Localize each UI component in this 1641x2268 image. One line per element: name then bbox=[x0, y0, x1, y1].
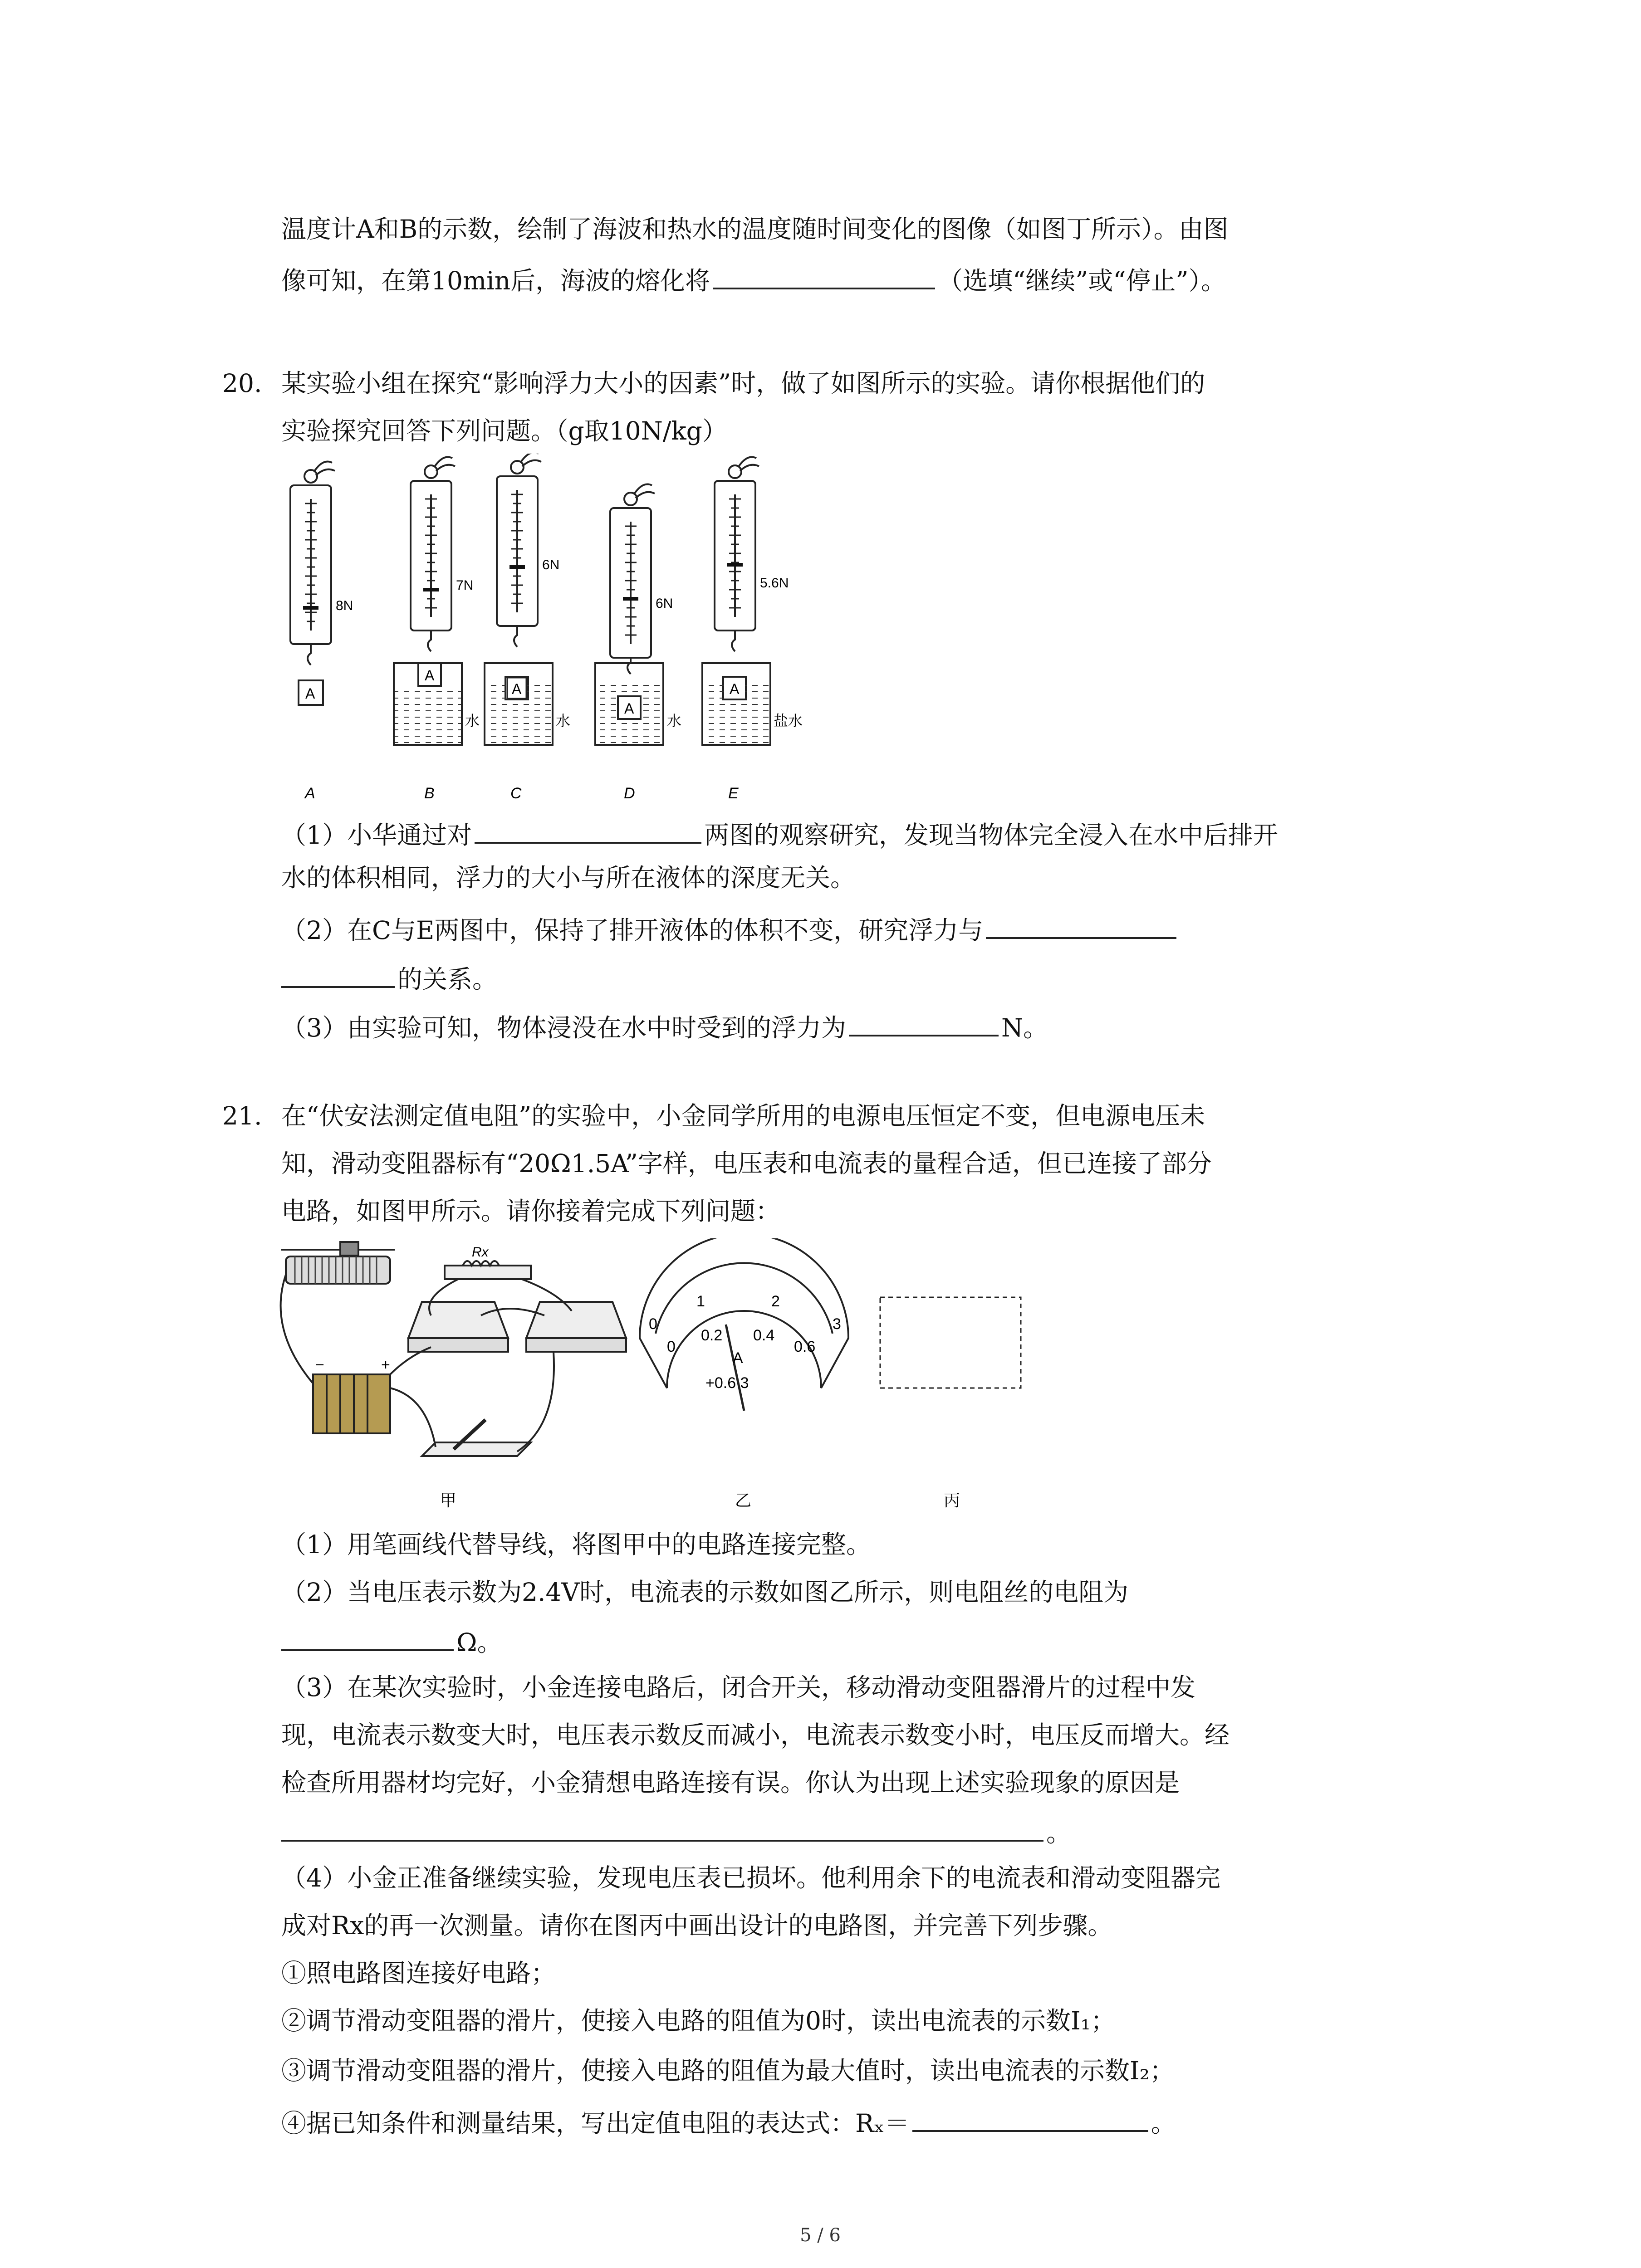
q21-part2: （2）当电压表示数为2.4V时，电流表的示数如图乙所示，则电阻丝的电阻为 bbox=[281, 1578, 1129, 1607]
caption-b: B bbox=[424, 785, 435, 802]
meter-bottom-3: 0.6 bbox=[794, 1338, 816, 1355]
q20-p2-blank-cont[interactable] bbox=[281, 961, 395, 988]
meter-bottom-1: 0.2 bbox=[701, 1327, 723, 1344]
q19-answer-blank[interactable] bbox=[713, 262, 935, 289]
q20-p2-pre: （2）在C与E两图中，保持了排开液体的体积不变，研究浮力与 bbox=[281, 916, 984, 945]
q20-stem-line2: 实验探究回答下列问题。（g取10N/kg） bbox=[281, 416, 727, 445]
block-label-b: A bbox=[425, 667, 435, 684]
reading-b: 7N bbox=[456, 578, 474, 593]
caption-yi: 乙 bbox=[735, 1491, 752, 1510]
q19-line1: 温度计A和B的示数，绘制了海波和热水的温度随时间变化的图像（如图丁所示）。由图 bbox=[281, 215, 1229, 244]
battery-minus: − bbox=[315, 1356, 324, 1374]
q19-line2 bbox=[281, 262, 1226, 297]
q21-step4-blank[interactable] bbox=[912, 2105, 1148, 2132]
q20-p2-line2 bbox=[281, 961, 497, 995]
block-label-c: A bbox=[512, 681, 522, 697]
q20-spring-scale-figure bbox=[272, 454, 862, 807]
caption-d: D bbox=[624, 785, 635, 802]
liquid-label-d: 水 bbox=[667, 713, 682, 729]
caption-a: A bbox=[305, 785, 315, 802]
q21-p3-line1: （3）在某次实验时，小金连接电路后，闭合开关，移动滑动变阻器滑片的过程中发 bbox=[281, 1673, 1195, 1702]
q20-part2 bbox=[281, 912, 1179, 946]
block-label-d: A bbox=[624, 700, 634, 717]
q20-stem-line1: 某实验小组在探究“影响浮力大小的因素”时，做了如图所示的实验。请你根据他们的 bbox=[281, 369, 1205, 398]
reading-c: 6N bbox=[542, 557, 560, 572]
liquid-label-c: 水 bbox=[556, 713, 571, 729]
block-label-e: A bbox=[730, 681, 740, 697]
q20-p2-blank[interactable] bbox=[986, 912, 1176, 939]
q21-step3: ③调节滑动变阻器的滑片，使接入电路的阻值为最大值时，读出电流表的示数I₂； bbox=[281, 2056, 1175, 2085]
q21-p2-line2 bbox=[281, 1624, 502, 1658]
q21-stem-line1: 在“伏安法测定值电阻”的实验中，小金同学所用的电源电压恒定不变，但电源电压未 bbox=[281, 1101, 1205, 1130]
q20-p1-line2: 水的体积相同，浮力的大小与所在液体的深度无关。 bbox=[281, 863, 856, 892]
q21-p2-post: Ω。 bbox=[456, 1628, 502, 1657]
q21-p2-blank[interactable] bbox=[281, 1624, 454, 1651]
q21-step2: ②调节滑动变阻器的滑片，使接入电路的阻值为0时，读出电流表的示数I₁； bbox=[281, 2006, 1116, 2035]
q21-p3-line2: 现，电流表示数变大时，电压表示数反而减小，电流表示数变小时，电压反而增大。经 bbox=[281, 1721, 1230, 1750]
q20-p1-pre: （1）小华通过对 bbox=[281, 821, 472, 850]
meter-top-0: 0 bbox=[649, 1315, 657, 1333]
q21-stem-line2: 知，滑动变阻器标有“20Ω1.5A”字样，电压表和电流表的量程合适，但已连接了部分 bbox=[281, 1149, 1212, 1178]
q20-p3-blank[interactable] bbox=[849, 1009, 999, 1036]
meter-bottom-2: 0.4 bbox=[753, 1327, 775, 1344]
q20-part1 bbox=[281, 816, 1278, 851]
caption-e: E bbox=[728, 785, 739, 802]
caption-c: C bbox=[510, 785, 522, 802]
q21-p4-line2: 成对Rx的再一次测量。请你在图丙中画出设计的电路图，并完善下列步骤。 bbox=[281, 1911, 1113, 1940]
meter-terminals: +0.6 3 bbox=[705, 1374, 749, 1392]
q21-p3-line3: 检查所用器材均完好，小金猜想电路连接有误。你认为出现上述实验现象的原因是 bbox=[281, 1768, 1180, 1797]
reading-e: 5.6N bbox=[760, 576, 789, 591]
meter-top-3: 3 bbox=[833, 1315, 841, 1333]
meter-top-1: 1 bbox=[696, 1293, 705, 1310]
q21-circuit-figure bbox=[272, 1238, 1043, 1520]
q21-step4-post: 。 bbox=[1151, 2109, 1176, 2138]
q21-p4-line1: （4）小金正准备继续实验，发现电压表已损坏。他利用余下的电流表和滑动变阻器完 bbox=[281, 1863, 1220, 1892]
q21-p3-blank[interactable] bbox=[281, 1814, 1043, 1842]
q20-part3 bbox=[281, 1009, 1048, 1044]
q21-part1: （1）用笔画线代替导线，将图甲中的电路连接完整。 bbox=[281, 1530, 871, 1559]
q21-step4-pre: ④据已知条件和测量结果，写出定值电阻的表达式：Rₓ＝ bbox=[281, 2109, 910, 2138]
caption-bing: 丙 bbox=[944, 1491, 960, 1510]
battery-plus: + bbox=[381, 1356, 390, 1374]
reading-d: 6N bbox=[656, 596, 673, 611]
q20-p1-blank[interactable] bbox=[475, 816, 701, 844]
q20-p3-pre: （3）由实验可知，物体浸没在水中时受到的浮力为 bbox=[281, 1013, 846, 1042]
q20-p3-post: N。 bbox=[1001, 1013, 1048, 1042]
meter-top-2: 2 bbox=[771, 1293, 780, 1310]
q21-p3-end: 。 bbox=[1046, 1818, 1072, 1848]
reading-a: 8N bbox=[336, 598, 353, 613]
q21-step4 bbox=[281, 2105, 1176, 2139]
q21-stem-line3: 电路，如图甲所示。请你接着完成下列问题： bbox=[281, 1197, 781, 1226]
q20-number: 20. bbox=[222, 369, 262, 398]
liquid-label-e: 盐水 bbox=[774, 713, 803, 729]
q19-line2-pre: 像可知，在第10min后，海波的熔化将 bbox=[281, 266, 710, 295]
q20-p1-post: 两图的观察研究，发现当物体完全浸入在水中后排开 bbox=[704, 821, 1279, 850]
page-number: 5 / 6 bbox=[800, 2225, 841, 2246]
q21-step1: ①照电路图连接好电路； bbox=[281, 1959, 556, 1988]
q21-number: 21. bbox=[222, 1101, 262, 1130]
meter-bottom-0: 0 bbox=[667, 1338, 676, 1355]
rx-label: Rx bbox=[472, 1245, 489, 1260]
q19-line2-post: （选填“继续”或“停止”）。 bbox=[938, 266, 1226, 295]
q20-p2-line2-text: 的关系。 bbox=[397, 965, 498, 994]
q21-p3-line4 bbox=[281, 1814, 1071, 1849]
block-label-a: A bbox=[305, 685, 315, 702]
liquid-label-b: 水 bbox=[465, 713, 480, 729]
caption-jia: 甲 bbox=[440, 1491, 457, 1510]
meter-unit: A bbox=[733, 1349, 743, 1367]
